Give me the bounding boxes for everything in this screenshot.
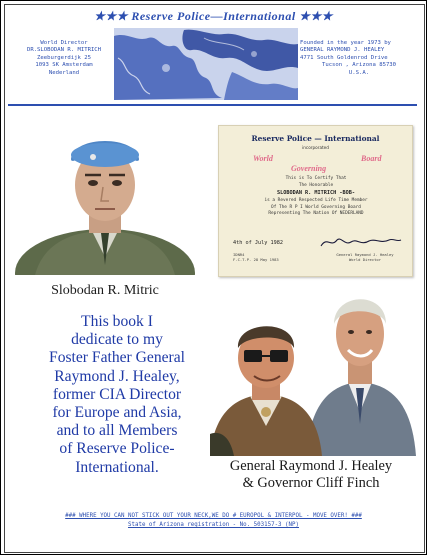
dedication-text — [10, 313, 224, 477]
photo-caption-line: & Governor Cliff Finch — [242, 475, 380, 491]
address-line: 4771 South Goldenrod Drive — [300, 54, 388, 61]
card-certify-text — [231, 176, 401, 189]
letterhead-title: ★★★ Reserve Police—International ★★★ — [94, 9, 333, 23]
dedication-line: This book I — [81, 313, 153, 330]
card-date: 4th of July 1982 — [233, 240, 283, 246]
world-map-logo — [114, 28, 298, 100]
dedication-line: dedicate to my — [71, 331, 163, 349]
address-line: GENERAL RAYMOND J. HEALEY — [300, 47, 385, 54]
photo-caption — [200, 458, 422, 492]
card-signature — [319, 234, 403, 250]
card-word-board: Board — [361, 154, 382, 163]
membership-card — [218, 125, 413, 277]
address-line: Zeeburgerdijk 25 — [37, 54, 91, 61]
portrait-caption: Slobodan R. Mitric — [51, 283, 159, 298]
card-foot-line: F.C.T.P. 28 May 1983 — [233, 257, 279, 263]
two-men-photo — [210, 284, 418, 456]
dedication-line: and to all Members — [56, 422, 178, 440]
address-line: World Director — [40, 40, 88, 46]
card-word-governing: Governing — [291, 164, 327, 173]
card-line: is a Revered Respected Life Time Member — [264, 198, 368, 203]
card-foot-line: General Raymond J. Healey — [336, 252, 394, 257]
card-foot-left — [233, 252, 279, 262]
address-line: Founded in the year 1973 by — [300, 40, 391, 46]
footer-text — [10, 512, 417, 530]
address-line: 1093 SK Amsterdam — [35, 62, 93, 69]
dedication-line: for Europe and Asia, — [52, 404, 182, 422]
address-line: DR.SLOBODAN R. MITRICH — [26, 47, 102, 54]
portrait-photo — [15, 125, 195, 275]
footer-line: State of Arizona registration - No. 503157-3 (NP) — [127, 522, 299, 528]
card-foot-line: World Director — [348, 257, 381, 263]
dedication-line: of Reserve Police- — [59, 440, 175, 458]
dedication-line: Raymond J. Healey, — [54, 367, 180, 385]
card-foot-line: IDNR4 — [233, 252, 245, 257]
footer-line: ### WHERE YOU CAN NOT STICK OUT YOUR NECK,WE DO # EUROPOL & INTERPOL - MOVE OVER! ### — [65, 513, 362, 519]
card-body-text — [231, 198, 401, 218]
card-line: Of The R P I World Governing Board — [271, 204, 361, 210]
card-member-name: SLOBODAN R. MITRICH -BOB- — [276, 190, 356, 196]
address-line: U.S.A. — [348, 69, 370, 76]
card-foot-right — [327, 252, 403, 262]
card-line: Representing The Nation Of NEDERLAND — [268, 211, 364, 217]
card-line: This is To Certify That — [285, 176, 347, 181]
dedication-line: former CIA Director — [52, 385, 182, 403]
card-title: Reserve Police — International — [251, 134, 380, 143]
letterhead-left-address — [14, 40, 114, 77]
dedication-line: International. — [75, 458, 159, 476]
dedication-line: Foster Father General — [49, 349, 185, 367]
letterhead-right-address — [300, 40, 418, 77]
letterhead-divider — [8, 104, 417, 106]
card-line: The Honorable — [298, 182, 334, 188]
address-line: Nederland — [48, 69, 80, 76]
card-subtitle: incorporated — [302, 145, 329, 150]
address-line: Tucson , Arizona 85730 — [321, 62, 397, 69]
card-word-world: World — [253, 154, 273, 163]
photo-caption-line: General Raymond J. Healey — [229, 458, 393, 474]
